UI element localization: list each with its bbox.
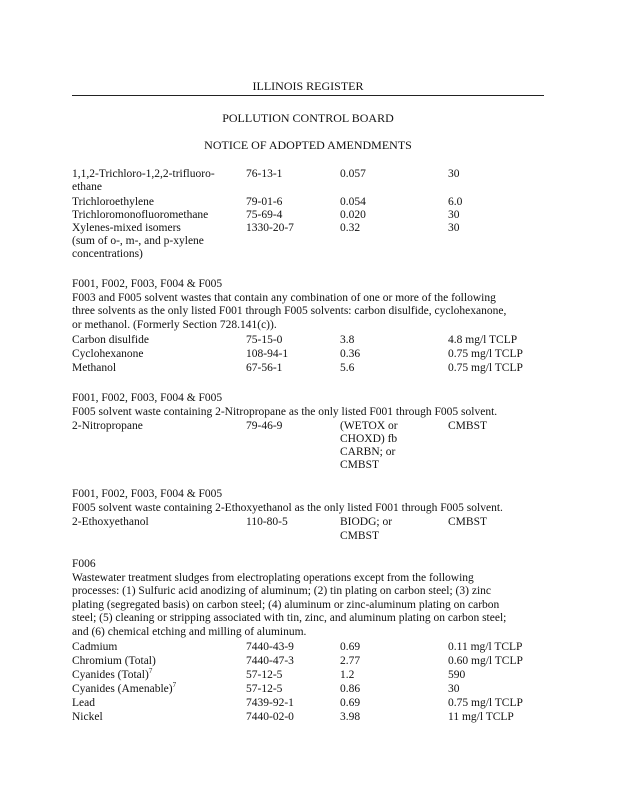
waste-description-line: steel; (5) cleaning or stripping associated with tin, zinc, and aluminum plating on carbon steel; <box>72 612 507 624</box>
wastewater-cell: CMBST <box>340 459 379 471</box>
cas-cell: 108-94-1 <box>246 348 289 360</box>
cas-cell: 1330-20-7 <box>246 222 294 234</box>
cas-cell: 110-80-5 <box>246 516 288 528</box>
constituent-cell: concentrations) <box>72 248 143 260</box>
nonwastewater-cell: 4.8 mg/l TCLP <box>448 334 518 346</box>
nonwastewater-cell: 30 <box>448 209 460 221</box>
nonwastewater-cell: 0.60 mg/l TCLP <box>448 655 523 667</box>
wastewater-cell: 3.98 <box>340 711 361 723</box>
constituent-cell: Chromium (Total) <box>72 655 156 667</box>
waste-description-line: Wastewater treatment sludges from electroplating operations except from the following <box>72 572 474 584</box>
nonwastewater-cell: 0.75 mg/l TCLP <box>448 348 523 360</box>
wastewater-cell: 0.36 <box>340 348 361 360</box>
cas-cell: 7440-02-0 <box>246 711 294 723</box>
cas-cell: 57-12-5 <box>246 669 283 681</box>
constituent-cell: Nickel <box>72 711 103 723</box>
waste-description-line: and (6) chemical etching and milling of aluminum. <box>72 626 307 638</box>
nonwastewater-cell: 590 <box>448 669 466 681</box>
wastewater-cell: 5.6 <box>340 362 355 374</box>
wastewater-cell: 0.054 <box>340 196 366 208</box>
wastewater-cell: 0.86 <box>340 683 361 695</box>
constituent-cell: Cyanides (Total)$^7$ <box>72 667 153 681</box>
waste-description-line: or methanol. (Formerly Section 728.141(c)). <box>72 319 277 331</box>
cas-cell: 7440-47-3 <box>246 655 294 667</box>
register-header: ILLINOIS REGISTER <box>252 79 364 93</box>
cas-cell: 79-01-6 <box>246 196 283 208</box>
constituent-cell: Trichloromonofluoromethane <box>72 209 209 221</box>
constituent-cell: Trichloroethylene <box>72 196 154 208</box>
waste-description-line: plating (segregated basis) on carbon steel; (4) aluminum or zinc-aluminum plating on carbon <box>72 599 500 611</box>
cas-cell: 76-13-1 <box>246 168 283 180</box>
waste-code: F001, F002, F003, F004 & F005 <box>72 392 223 404</box>
wastewater-cell: 0.69 <box>340 641 361 653</box>
constituent-cell: 2-Nitropropane <box>72 420 143 432</box>
nonwastewater-cell: 0.75 mg/l TCLP <box>448 362 523 374</box>
wastewater-cell: (WETOX or <box>340 420 398 432</box>
waste-code: F006 <box>72 558 96 570</box>
constituent-cell: Cadmium <box>72 641 118 653</box>
nonwastewater-cell: 0.75 mg/l TCLP <box>448 697 523 709</box>
cas-cell: 7440-43-9 <box>246 641 294 653</box>
cas-cell: 67-56-1 <box>246 362 283 374</box>
waste-description-line: F003 and F005 solvent wastes that contain any combination of one or more of the following <box>72 292 496 304</box>
constituent-cell: Carbon disulfide <box>72 334 149 346</box>
nonwastewater-cell: 11 mg/l TCLP <box>448 711 514 723</box>
waste-code: F001, F002, F003, F004 & F005 <box>72 278 223 290</box>
nonwastewater-cell: 6.0 <box>448 196 463 208</box>
waste-description-line: F005 solvent waste containing 2-Nitropropane as the only listed F001 through F005 solvent. <box>72 406 498 418</box>
constituent-cell: (sum of o-, m-, and p-xylene <box>72 235 204 247</box>
cas-cell: 75-69-4 <box>246 209 283 221</box>
wastewater-cell: CARBN; or <box>340 446 396 458</box>
constituent-cell: Methanol <box>72 362 117 374</box>
wastewater-cell: BIODG; or <box>340 516 393 528</box>
nonwastewater-cell: 30 <box>448 222 460 234</box>
waste-description-line: F005 solvent waste containing 2-Ethoxyethanol as the only listed F001 through F005 solvent. <box>72 502 503 514</box>
constituent-cell: Lead <box>72 697 95 709</box>
constituent-cell: 2-Ethoxyethanol <box>72 516 149 528</box>
constituent-cell: ethane <box>72 181 103 193</box>
wastewater-cell: CHOXD) fb <box>340 433 398 445</box>
wastewater-cell: 0.69 <box>340 697 361 709</box>
nonwastewater-cell: CMBST <box>448 516 487 528</box>
cas-cell: 7439-92-1 <box>246 697 294 709</box>
nonwastewater-cell: 30 <box>448 683 460 695</box>
constituent-cell: Cyclohexanone <box>72 348 144 360</box>
constituent-cell: 1,1,2-Trichloro-1,2,2-trifluoro- <box>72 168 215 180</box>
footnote-marker: 7 <box>172 681 177 690</box>
waste-code: F001, F002, F003, F004 & F005 <box>72 488 223 500</box>
footnote-marker: 7 <box>148 667 153 676</box>
wastewater-cell: 0.020 <box>340 209 366 221</box>
wastewater-cell: 0.32 <box>340 222 361 234</box>
nonwastewater-cell: 0.11 mg/l TCLP <box>448 641 523 653</box>
wastewater-cell: 0.057 <box>340 168 366 180</box>
notice-title: NOTICE OF ADOPTED AMENDMENTS <box>204 138 412 152</box>
wastewater-cell: CMBST <box>340 530 379 542</box>
wastewater-cell: 1.2 <box>340 669 355 681</box>
cas-cell: 79-46-9 <box>246 420 283 432</box>
nonwastewater-cell: 30 <box>448 168 460 180</box>
cas-cell: 75-15-0 <box>246 334 283 346</box>
wastewater-cell: 3.8 <box>340 334 355 346</box>
constituent-cell: Xylenes-mixed isomers <box>72 222 181 234</box>
cas-cell: 57-12-5 <box>246 683 283 695</box>
wastewater-cell: 2.77 <box>340 655 361 667</box>
nonwastewater-cell: CMBST <box>448 420 487 432</box>
waste-description-line: processes: (1) Sulfuric acid anodizing of aluminum; (2) tin plating on carbon steel; (3) zinc <box>72 585 491 597</box>
header-rule <box>72 95 544 96</box>
constituent-cell: Cyanides (Amenable)$^7$ <box>72 681 177 695</box>
waste-description-line: three solvents as the only listed F001 through F005 solvents: carbon disulfide, cyclohexanone, <box>72 305 507 317</box>
board-title: POLLUTION CONTROL BOARD <box>222 111 394 125</box>
